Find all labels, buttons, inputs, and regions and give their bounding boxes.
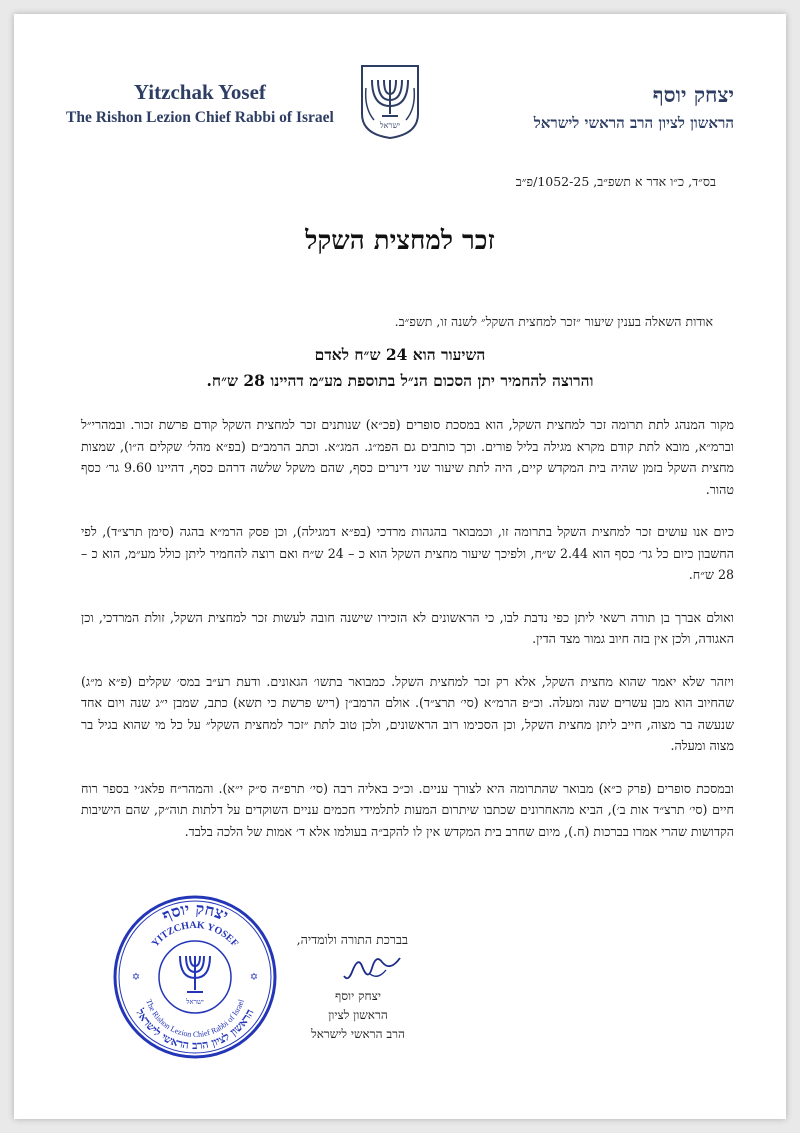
- letter-sheet: [14, 14, 786, 1119]
- official-stamp: [112, 894, 278, 1060]
- svg-text:YITZCHAK YOSEF: [150, 920, 240, 949]
- header-english: [66, 80, 334, 127]
- stamp-menorah-icon: [180, 956, 210, 992]
- rabbi-title-he: הראשון לציון הרב הראשי לישראל: [533, 114, 734, 132]
- stamp-name-en: YITZCHAK YOSEF: [149, 919, 241, 950]
- ruling-line-2: והרוצה להחמיר יתן הסכום הנ״ל בתוספת מע״מ דהיינו 28 ש״ח.: [206, 371, 594, 390]
- body-paragraph: ואולם אברך בן תורה רשאי ליתן כפי נדבת לבו, כי הראשונים לא הזכירו שישנה חובה לעשות זכר למחצית השקל, זולת המרדכי, וכן האגודה, ולכן אין בזה חיוב גמור מצד הדין.: [81, 609, 734, 646]
- menorah-emblem-icon: [358, 64, 422, 140]
- subject-line: אודות השאלה בענין שיעור ״זכר למחצית השקל״ לשנה זו, תשפ״ב.: [394, 314, 713, 329]
- stamp-title-en: The Rishon Lezion Chief Rabbi of Israel: [144, 998, 246, 1040]
- body-paragraph: מקור המנהג לתת תרומה זכר למחצית השקל, הוא במסכת סופרים (פכ״א) שנותנים זכר למחצית השקל קודם פרשת זכור. ובמהרי״ל וברמ״א, מובא לתת קודם מקרא מגילה בליל פורים. וכך כותבים גם הפמ״ג. המג״א. וכתב הרמב״ם (בפ״א מהל׳ שקלים ה״ו), שמצות מחצית השקל בזמן שהיה בית המקדש קיים, היה לתת שיעור שני דינרים כסף, שהם משקל שלשה דרהם כסף, דהיינו 9.60 גר׳ כסף טהור.: [81, 417, 734, 497]
- document-title: זכר למחצית השקל: [305, 226, 495, 256]
- body-paragraph: כיום אנו עושים זכר למחצית השקל בתרומה זו, וכמבואר בהגהות מרדכי (בפ״א דמגילה), וכן פסק הרמ״א בהגה (סימן תרצ״ד), לפי החשבון כיום כל גר׳ כסף הוא 2.44 ש״ח, ולפיכך שיעור מחצית השקל הוא כ – 24 ש״ח ואם רוצה להחמיר ליתן כולל מע״מ, הוא כ – 28 ש״ח.: [81, 524, 735, 582]
- closing-line: בברכת התורה ולומדיה,: [296, 932, 408, 947]
- signer-title-2: הרב הראשי לישראל: [311, 1027, 405, 1041]
- rabbi-title-en: The Rishon Lezion Chief Rabbi of Israel: [66, 109, 334, 126]
- ruling-line-1: השיעור הוא 24 ש״ח לאדם: [314, 345, 486, 364]
- stamp-center-text: ישראל: [186, 998, 204, 1006]
- body-paragraph: ויזהר שלא יאמר שהוא מחצית השקל, אלא רק זכר למחצית השקל. כמבואר בתשו׳ הגאונים. ודעת רע״ב במס׳ שקלים (פ״א מ״ג) שהחיוב הוא מבן עשרים שנה ומעלה. וכ״פ הרמ״א (סי׳ תרצ״ד). אולם הרמב״ן (ריש פרשת כי תשא) כתב, שמבן י״ג שנה ויום אחד שנעשה בר מצוה, חייב ליתן מחצית השקל, וכן הסכימו רוב הראשונים, ולכן טוב לתת ״זכר למחצית השקל״ על כל מי שהוא בגיל בר מצוה ומעלה.: [81, 673, 734, 753]
- rabbi-name-he: יצחק יוסף: [652, 82, 734, 107]
- header-hebrew: [534, 82, 734, 133]
- reference-line: בס״ד, כ״ו אדר א תשפ״ב, 1052-25/פ״ב: [515, 174, 716, 189]
- signer-title-1: הראשון לציון: [328, 1008, 388, 1022]
- handwritten-signature: [342, 952, 406, 986]
- star-of-david-icon: ✡: [249, 972, 259, 983]
- ruling-block: [14, 342, 786, 394]
- signer-name: יצחק יוסף: [334, 989, 382, 1003]
- emblem-caption: ישראל: [379, 121, 401, 130]
- signer-block: [303, 987, 413, 1044]
- stamp-name-he: יצחק יוסף: [159, 898, 232, 926]
- letter-body: [81, 414, 734, 863]
- stamp-title-he: הראשון לציון הרב הראשי לישראל: [133, 1006, 257, 1053]
- body-paragraph: ובמסכת סופרים (פרק כ״א) מבואר שהתרומה היא לצורך עניים. וכ״כ באליה רבה (סי׳ תרפ״ה ס״ק י״א). והמהר״ח פלאג׳י בספר רוח חיים (סי׳ תרצ״ד אות ב׳), הביא מהאחרונים שכתבו שיתרום המעות לתלמידי חכמים עניים השוקדים על דלתות תוה״ק, שהם הישיבות הקדושות שהרי אמרו בברכות (ח.), מיום שחרב בית המקדש אין לו להקב״ה בעולמו אלא ד׳ אמות של הלכה בלבד.: [81, 780, 734, 839]
- star-of-david-icon: ✡: [131, 972, 141, 983]
- rabbi-name-en: Yitzchak Yosef: [133, 80, 266, 104]
